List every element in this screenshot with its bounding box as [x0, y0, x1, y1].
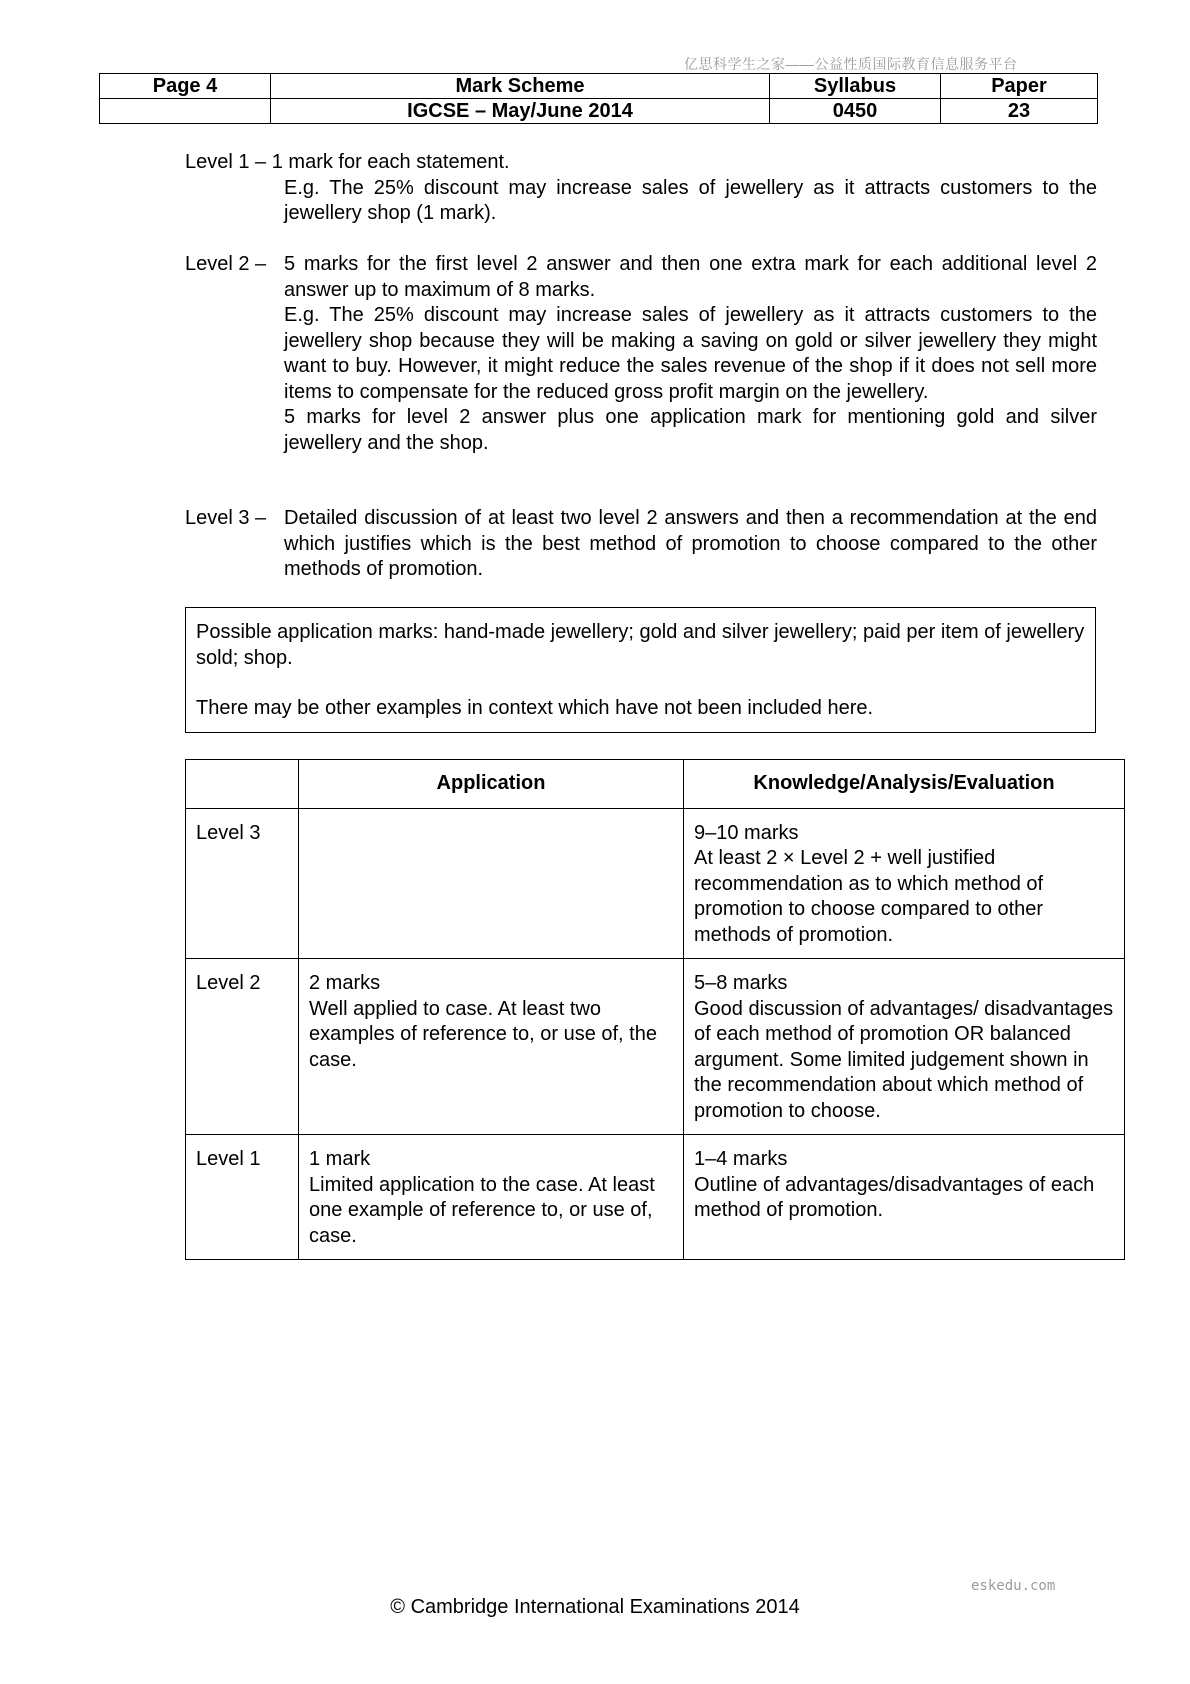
level-3-body — [284, 506, 1097, 583]
row-application — [299, 808, 684, 959]
application-descriptor: Well applied to case. At least two examples of reference to, or use of, the case. — [309, 997, 657, 1071]
marks-table — [185, 759, 1125, 1260]
knowledge-marks: 5–8 marks — [694, 972, 788, 994]
application-marks-list: Possible application marks: hand-made jewellery; gold and silver jewellery; paid per item of jewellery sold; shop. — [196, 621, 1085, 669]
row-level-label: Level 2 — [186, 959, 299, 1135]
knowledge-descriptor: At least 2 × Level 2 + well justified recommendation as to which method of promotion to choose compared to other methods of promotion. — [694, 847, 1044, 946]
table-row — [186, 1135, 1125, 1260]
level-3-description: Detailed discussion of at least two level 2 answers and then a recommendation at the end which justifies which is the best method of promotion to choose compared to the other methods of promotion. — [284, 507, 1097, 580]
marks-header-empty — [186, 760, 299, 809]
marks-header-application: Application — [299, 760, 684, 809]
level-1-label: Level 1 – 1 mark for each statement. — [185, 151, 510, 173]
row-knowledge — [684, 808, 1125, 959]
level-2-example: E.g. The 25% discount may increase sales of jewellery as it attracts customers to the jewellery shop because they will be making a saving on gold or silver jewellery they might want to buy. However, it might reduce the sales revenue of the shop if it does not sell more items to compensate for the reduced gross profit margin on the jewellery. — [284, 304, 1097, 403]
watermark-bottom: eskedu.com — [971, 1578, 1056, 1594]
application-marks-note: There may be other examples in context which have not been included here. — [196, 697, 874, 719]
table-row — [186, 808, 1125, 959]
application-marks-box — [185, 607, 1096, 733]
application-descriptor: Limited application to the case. At least one example of reference to, or use of, case. — [309, 1173, 655, 1247]
level-1-example: E.g. The 25% discount may increase sales of jewellery as it attracts customers to the jewellery shop (1 mark). — [284, 176, 1097, 224]
knowledge-marks: 9–10 marks — [694, 821, 799, 844]
knowledge-marks: 1–4 marks — [694, 1148, 788, 1170]
application-marks: 1 mark — [309, 1148, 371, 1170]
table-row — [186, 959, 1125, 1135]
marks-header-knowledge: Knowledge/Analysis/Evaluation — [684, 760, 1125, 809]
row-level-label: Level 3 — [186, 808, 299, 959]
header-title: Mark Scheme — [271, 74, 770, 99]
level-3-label: Level 3 – — [185, 507, 267, 529]
row-knowledge — [684, 959, 1125, 1135]
header-table — [99, 73, 1098, 124]
row-knowledge — [684, 1135, 1125, 1260]
footer-copyright: © Cambridge International Examinations 2014 — [390, 1596, 800, 1618]
row-application — [299, 1135, 684, 1260]
level-2-marks: 5 marks for the first level 2 answer and then one extra mark for each additional level 2 answer up to maximum of 8 marks. — [284, 253, 1097, 301]
header-paper-label: Paper — [941, 74, 1098, 99]
application-marks: 2 marks — [309, 972, 381, 994]
header-page: Page 4 — [100, 74, 271, 99]
header-row-2 — [100, 99, 1098, 124]
knowledge-descriptor: Good discussion of advantages/ disadvantages of each method of promotion OR balanced argument. Some limited judgement shown in the recommendation about which method of promotion to choose. — [694, 997, 1114, 1122]
level-2-application: 5 marks for level 2 answer plus one application mark for mentioning gold and silver jewellery and the shop. — [284, 406, 1097, 454]
header-paper-number: 23 — [941, 99, 1098, 124]
header-syllabus-code: 0450 — [770, 99, 941, 124]
header-row-1 — [100, 74, 1098, 99]
level-2-body — [284, 252, 1097, 456]
row-application — [299, 959, 684, 1135]
watermark-top: 亿思科学生之家——公益性质国际教育信息服务平台 — [684, 56, 1018, 72]
level-2-label: Level 2 – — [185, 253, 267, 275]
header-empty — [100, 99, 271, 124]
marks-table-header — [186, 760, 1125, 809]
row-level-label: Level 1 — [186, 1135, 299, 1260]
level-1-body — [284, 176, 1097, 227]
header-exam: IGCSE – May/June 2014 — [271, 99, 770, 124]
header-syllabus-label: Syllabus — [770, 74, 941, 99]
knowledge-descriptor: Outline of advantages/disadvantages of each method of promotion. — [694, 1173, 1095, 1221]
